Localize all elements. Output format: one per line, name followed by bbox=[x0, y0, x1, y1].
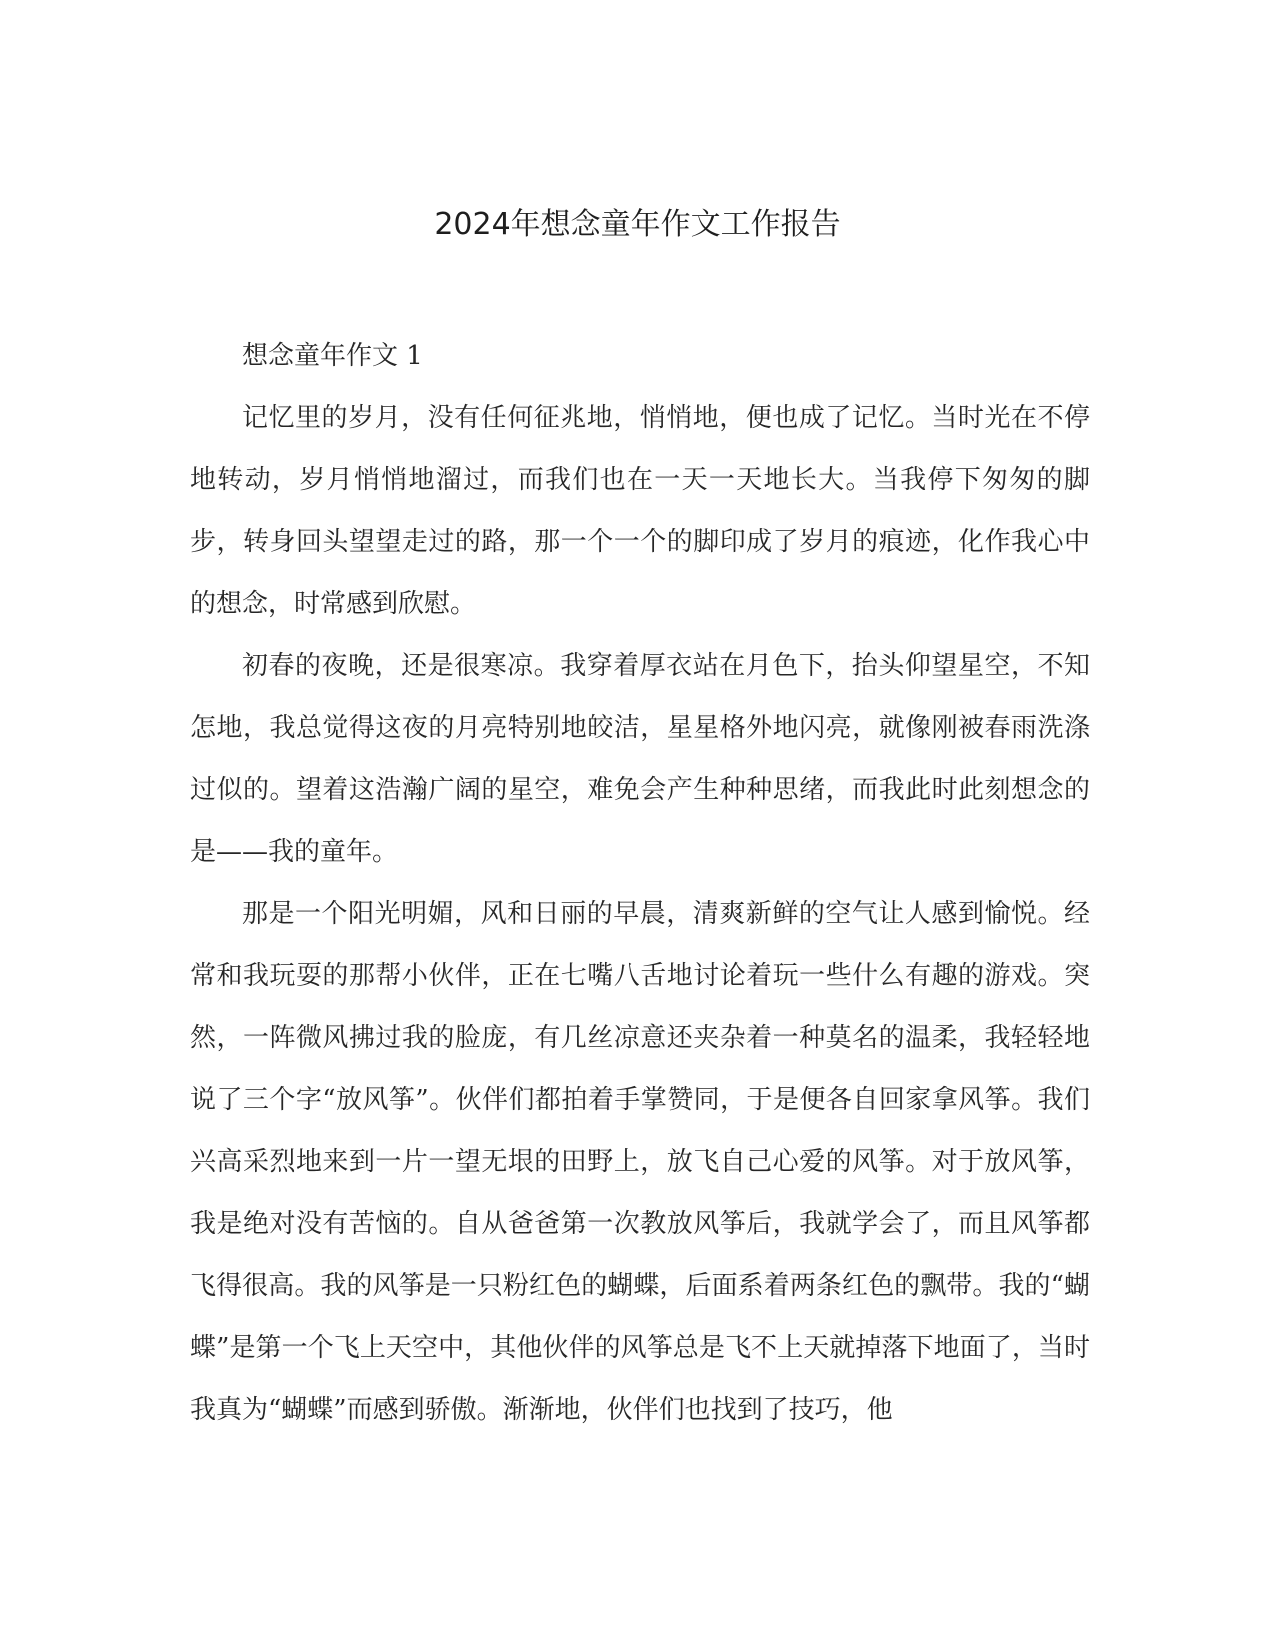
section-heading: 想念童年作文 1 bbox=[242, 341, 423, 371]
paragraph: 记忆里的岁月，没有任何征兆地，悄悄地，便也成了记忆。当时光在不停地转动，岁月悄悄地溜过，而我们也在一天一天地长大。当我停下匆匆的脚步，转身回头望望走过的路，那一个一个的脚印成了岁月的痕迹，化作我心中的想念，时常感到欣慰。 bbox=[190, 403, 1090, 619]
paragraph: 那是一个阳光明媚，风和日丽的早晨，清爽新鲜的空气让人感到愉悦。经常和我玩耍的那帮小伙伴，正在七嘴八舌地讨论着玩一些什么有趣的游戏。突然，一阵微风拂过我的脸庞，有几丝凉意还夹杂着一种莫名的温柔，我轻轻地说了三个字“放风筝”。伙伴们都拍着手掌赞同，于是便各自回家拿风筝。我们兴高采烈地来到一片一望无垠的田野上，放飞自己心爱的风筝。对于放风筝，我是绝对没有苦恼的。自从爸爸第一次教放风筝后，我就学会了，而且风筝都飞得很高。我的风筝是一只粉红色的蝴蝶，后面系着两条红色的飘带。我的“蝴蝶”是第一个飞上天空中，其他伙伴的风筝总是飞不上天就掉落下地面了，当时我真为“蝴蝶”而感到骄傲。渐渐地，伙伴们也找到了技巧，他 bbox=[190, 899, 1090, 1425]
paragraph: 初春的夜晚，还是很寒凉。我穿着厚衣站在月色下，抬头仰望星空，不知怎地，我总觉得这夜的月亮特别地皎洁，星星格外地闪亮，就像刚被春雨洗涤过似的。望着这浩瀚广阔的星空，难免会产生种种思绪，而我此时此刻想念的是——我的童年。 bbox=[190, 651, 1090, 867]
document-title: 2024年想念童年作文工作报告 bbox=[434, 207, 841, 242]
document-body bbox=[190, 325, 1090, 1441]
